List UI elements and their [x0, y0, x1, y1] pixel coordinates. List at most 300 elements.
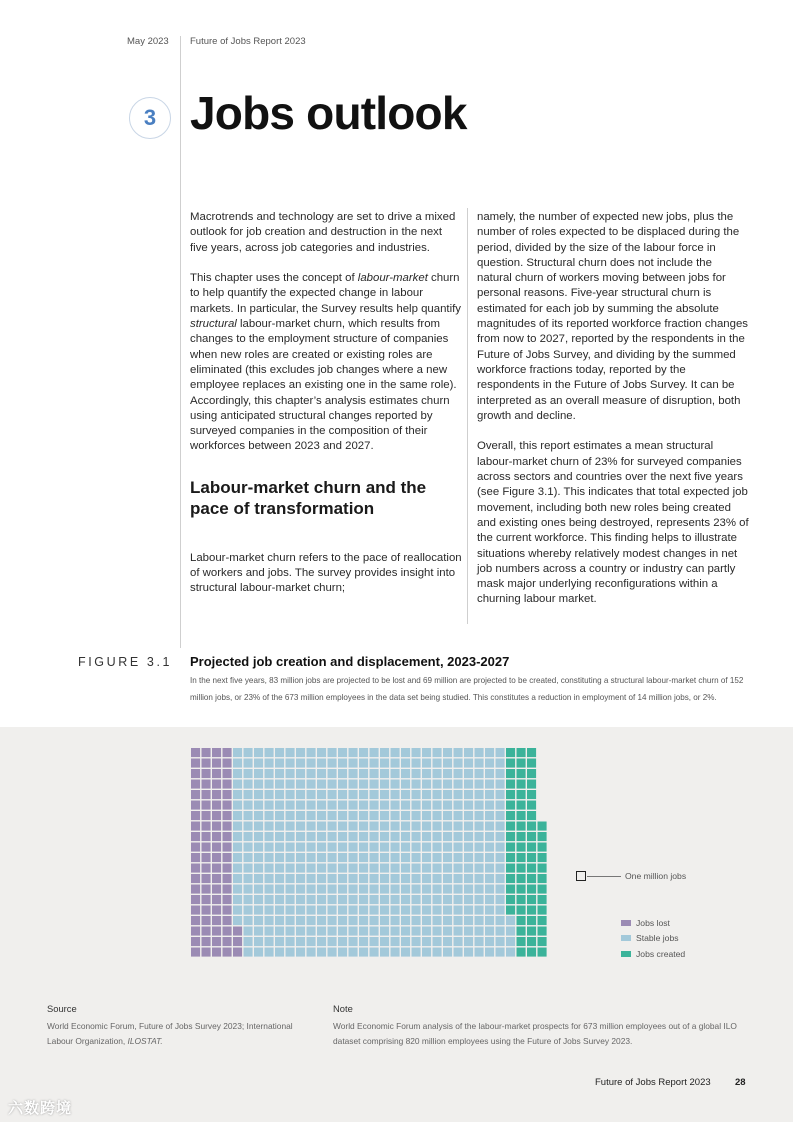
waffle-cell-stable-jobs [496, 790, 505, 799]
header-report-title: Future of Jobs Report 2023 [190, 36, 306, 47]
waffle-cell-stable-jobs [391, 832, 400, 841]
waffle-cell-stable-jobs [286, 906, 295, 915]
waffle-cell-jobs-created [506, 801, 515, 810]
waffle-cell-stable-jobs [244, 937, 253, 946]
waffle-cell-stable-jobs [328, 843, 337, 852]
waffle-cell-stable-jobs [475, 843, 484, 852]
waffle-cell-stable-jobs [496, 874, 505, 883]
waffle-cell-stable-jobs [338, 822, 347, 831]
waffle-cell-jobs-created [527, 937, 536, 946]
waffle-cell-stable-jobs [464, 864, 473, 873]
waffle-cell-stable-jobs [412, 748, 421, 757]
waffle-cell-stable-jobs [244, 832, 253, 841]
waffle-cell-stable-jobs [380, 895, 389, 904]
waffle-cell-jobs-created [527, 790, 536, 799]
waffle-cell-stable-jobs [380, 832, 389, 841]
waffle-cell-stable-jobs [443, 874, 452, 883]
waffle-cell-jobs-lost [191, 864, 200, 873]
waffle-cell-stable-jobs [307, 906, 316, 915]
waffle-cell-jobs-lost [212, 811, 221, 820]
waffle-cell-stable-jobs [454, 801, 463, 810]
waffle-cell-jobs-lost [223, 885, 232, 894]
paragraph: This chapter uses the concept of labour-market churn to help quantify the expected change in labour markets. In particular, the Survey results help quantify structural labour-market churn, which results from changes to the employment structure of companies when new roles are created or existing roles are eliminated (this excludes job changes where a new employee replaces an existing one in the same role). Accordingly, this chapter’s analysis estimates churn using anticipated structural changes reported by surveyed companies in the composition of their workforces between 2023 and 2027. [190, 272, 461, 453]
waffle-cell-stable-jobs [359, 927, 368, 936]
waffle-cell-stable-jobs [485, 885, 494, 894]
waffle-cell-stable-jobs [401, 927, 410, 936]
waffle-cell-stable-jobs [296, 853, 305, 862]
waffle-cell-stable-jobs [443, 790, 452, 799]
waffle-cell-stable-jobs [296, 801, 305, 810]
waffle-cell-stable-jobs [307, 759, 316, 768]
waffle-cell-jobs-created [538, 927, 547, 936]
waffle-cell-stable-jobs [412, 916, 421, 925]
waffle-cell-stable-jobs [485, 895, 494, 904]
waffle-cell-stable-jobs [422, 822, 431, 831]
legend-item [621, 946, 685, 962]
waffle-cell-stable-jobs [254, 822, 263, 831]
waffle-cell-stable-jobs [286, 769, 295, 778]
waffle-cell-stable-jobs [286, 864, 295, 873]
legend-swatch [621, 920, 631, 926]
waffle-cell-stable-jobs [338, 780, 347, 789]
waffle-cell-jobs-lost [223, 759, 232, 768]
waffle-cell-stable-jobs [401, 874, 410, 883]
waffle-cell-stable-jobs [265, 801, 274, 810]
waffle-cell-stable-jobs [433, 853, 442, 862]
waffle-cell-jobs-lost [223, 811, 232, 820]
waffle-cell-jobs-lost [212, 885, 221, 894]
waffle-cell-stable-jobs [254, 948, 263, 957]
waffle-cell-stable-jobs [475, 822, 484, 831]
waffle-cell-jobs-lost [212, 790, 221, 799]
waffle-cell-stable-jobs [443, 927, 452, 936]
waffle-cell-stable-jobs [485, 748, 494, 757]
waffle-cell-jobs-created [517, 769, 526, 778]
waffle-cell-stable-jobs [433, 885, 442, 894]
waffle-cell-jobs-created [538, 885, 547, 894]
waffle-cell-stable-jobs [422, 874, 431, 883]
waffle-cell-stable-jobs [338, 801, 347, 810]
waffle-cell-jobs-created [517, 895, 526, 904]
waffle-cell-stable-jobs [485, 790, 494, 799]
waffle-cell-jobs-created [538, 864, 547, 873]
waffle-cell-stable-jobs [275, 864, 284, 873]
waffle-cell-stable-jobs [443, 864, 452, 873]
waffle-cell-stable-jobs [359, 822, 368, 831]
note-text: World Economic Forum analysis of the labour-market prospects for 673 million employees out of a global ILO dataset comprising 820 million employees using the Future of Jobs Survey 2023. [333, 1021, 737, 1046]
waffle-cell-jobs-created [506, 832, 515, 841]
section-subheading: Labour-market churn and the pace of transformation [190, 477, 427, 518]
waffle-cell-stable-jobs [328, 759, 337, 768]
waffle-cell-stable-jobs [485, 769, 494, 778]
waffle-cell-stable-jobs [443, 822, 452, 831]
waffle-cell-stable-jobs [401, 916, 410, 925]
waffle-cell-stable-jobs [338, 906, 347, 915]
waffle-cell-stable-jobs [338, 948, 347, 957]
waffle-cell-stable-jobs [391, 811, 400, 820]
waffle-cell-stable-jobs [370, 843, 379, 852]
waffle-cell-stable-jobs [401, 937, 410, 946]
waffle-cell-stable-jobs [328, 937, 337, 946]
waffle-cell-stable-jobs [328, 769, 337, 778]
waffle-cell-stable-jobs [254, 864, 263, 873]
waffle-cell-stable-jobs [254, 937, 263, 946]
waffle-cell-stable-jobs [254, 811, 263, 820]
waffle-cell-stable-jobs [443, 759, 452, 768]
waffle-cell-stable-jobs [338, 927, 347, 936]
waffle-cell-stable-jobs [506, 927, 515, 936]
waffle-cell-stable-jobs [349, 864, 358, 873]
waffle-cell-stable-jobs [254, 832, 263, 841]
waffle-cell-jobs-lost [223, 832, 232, 841]
waffle-cell-stable-jobs [433, 780, 442, 789]
waffle-cell-stable-jobs [412, 948, 421, 957]
waffle-cell-stable-jobs [233, 885, 242, 894]
waffle-cell-stable-jobs [380, 885, 389, 894]
waffle-cell-stable-jobs [454, 895, 463, 904]
waffle-cell-stable-jobs [317, 759, 326, 768]
waffle-cell-jobs-lost [212, 769, 221, 778]
waffle-cell-stable-jobs [464, 853, 473, 862]
waffle-cell-stable-jobs [338, 790, 347, 799]
waffle-cell-stable-jobs [317, 937, 326, 946]
waffle-cell-jobs-lost [223, 864, 232, 873]
waffle-cell-stable-jobs [443, 780, 452, 789]
waffle-cell-jobs-lost [212, 748, 221, 757]
waffle-cell-stable-jobs [359, 916, 368, 925]
waffle-cell-stable-jobs [422, 895, 431, 904]
waffle-cell-stable-jobs [454, 790, 463, 799]
waffle-cell-stable-jobs [254, 906, 263, 915]
waffle-cell-stable-jobs [391, 822, 400, 831]
waffle-cell-stable-jobs [496, 769, 505, 778]
waffle-cell-stable-jobs [475, 895, 484, 904]
waffle-cell-stable-jobs [307, 822, 316, 831]
waffle-cell-stable-jobs [254, 843, 263, 852]
waffle-cell-stable-jobs [422, 759, 431, 768]
waffle-cell-stable-jobs [338, 748, 347, 757]
waffle-cell-stable-jobs [359, 790, 368, 799]
waffle-cell-stable-jobs [412, 811, 421, 820]
waffle-cell-jobs-lost [223, 769, 232, 778]
waffle-cell-stable-jobs [496, 948, 505, 957]
waffle-cell-stable-jobs [233, 801, 242, 810]
waffle-cell-stable-jobs [254, 885, 263, 894]
waffle-cell-stable-jobs [286, 801, 295, 810]
waffle-cell-stable-jobs [244, 885, 253, 894]
waffle-cell-stable-jobs [265, 885, 274, 894]
waffle-cell-jobs-lost [191, 748, 200, 757]
waffle-cell-jobs-lost [202, 895, 211, 904]
waffle-cell-stable-jobs [433, 843, 442, 852]
waffle-cell-stable-jobs [338, 895, 347, 904]
waffle-cell-stable-jobs [443, 801, 452, 810]
waffle-cell-stable-jobs [422, 885, 431, 894]
waffle-cell-stable-jobs [412, 927, 421, 936]
waffle-cell-jobs-created [506, 759, 515, 768]
waffle-cell-stable-jobs [254, 874, 263, 883]
waffle-cell-stable-jobs [380, 853, 389, 862]
waffle-cell-stable-jobs [254, 790, 263, 799]
waffle-cell-stable-jobs [370, 864, 379, 873]
waffle-cell-stable-jobs [233, 864, 242, 873]
waffle-cell-stable-jobs [443, 843, 452, 852]
waffle-cell-stable-jobs [359, 948, 368, 957]
waffle-cell-jobs-created [527, 864, 536, 873]
waffle-cell-jobs-lost [202, 832, 211, 841]
waffle-cell-jobs-created [506, 885, 515, 894]
waffle-cell-stable-jobs [370, 895, 379, 904]
waffle-cell-stable-jobs [401, 811, 410, 820]
waffle-cell-jobs-created [527, 832, 536, 841]
waffle-cell-stable-jobs [328, 874, 337, 883]
waffle-cell-stable-jobs [443, 916, 452, 925]
waffle-cell-stable-jobs [328, 780, 337, 789]
waffle-cell-stable-jobs [370, 927, 379, 936]
waffle-cell-stable-jobs [422, 843, 431, 852]
waffle-cell-jobs-lost [202, 769, 211, 778]
waffle-cell-stable-jobs [412, 801, 421, 810]
waffle-cell-stable-jobs [338, 885, 347, 894]
waffle-cell-stable-jobs [265, 937, 274, 946]
waffle-cell-stable-jobs [265, 906, 274, 915]
waffle-cell-stable-jobs [464, 811, 473, 820]
waffle-cell-stable-jobs [401, 885, 410, 894]
waffle-cell-jobs-lost [191, 822, 200, 831]
waffle-cell-stable-jobs [349, 916, 358, 925]
waffle-cell-stable-jobs [233, 843, 242, 852]
waffle-cell-stable-jobs [317, 916, 326, 925]
waffle-cell-stable-jobs [485, 906, 494, 915]
waffle-cell-stable-jobs [454, 864, 463, 873]
waffle-cell-stable-jobs [244, 780, 253, 789]
waffle-cell-stable-jobs [359, 801, 368, 810]
waffle-cell-jobs-lost [191, 906, 200, 915]
waffle-cell-stable-jobs [496, 864, 505, 873]
waffle-cell-stable-jobs [296, 843, 305, 852]
waffle-cell-jobs-lost [202, 874, 211, 883]
waffle-cell-stable-jobs [233, 832, 242, 841]
waffle-cell-stable-jobs [412, 769, 421, 778]
waffle-cell-stable-jobs [412, 874, 421, 883]
waffle-cell-jobs-created [506, 864, 515, 873]
waffle-cell-stable-jobs [401, 780, 410, 789]
waffle-cell-stable-jobs [370, 937, 379, 946]
waffle-cell-stable-jobs [265, 790, 274, 799]
waffle-cell-stable-jobs [307, 874, 316, 883]
waffle-cell-jobs-created [527, 916, 536, 925]
waffle-cell-jobs-created [517, 832, 526, 841]
waffle-cell-stable-jobs [349, 769, 358, 778]
waffle-cell-jobs-created [517, 748, 526, 757]
waffle-cell-stable-jobs [464, 769, 473, 778]
waffle-cell-stable-jobs [496, 748, 505, 757]
waffle-cell-stable-jobs [401, 853, 410, 862]
waffle-cell-stable-jobs [296, 927, 305, 936]
waffle-cell-stable-jobs [380, 864, 389, 873]
waffle-cell-stable-jobs [286, 895, 295, 904]
waffle-cell-stable-jobs [349, 885, 358, 894]
waffle-cell-jobs-created [517, 801, 526, 810]
waffle-cell-stable-jobs [244, 801, 253, 810]
waffle-cell-stable-jobs [328, 822, 337, 831]
waffle-cell-stable-jobs [433, 790, 442, 799]
waffle-cell-stable-jobs [422, 927, 431, 936]
legend-label: Jobs lost [636, 917, 670, 928]
waffle-cell-stable-jobs [286, 748, 295, 757]
waffle-cell-stable-jobs [412, 895, 421, 904]
waffle-cell-stable-jobs [401, 906, 410, 915]
waffle-cell-stable-jobs [391, 864, 400, 873]
legend-label: Jobs created [636, 948, 686, 959]
waffle-cell-stable-jobs [349, 843, 358, 852]
waffle-cell-stable-jobs [265, 864, 274, 873]
waffle-cell-jobs-created [506, 780, 515, 789]
waffle-cell-jobs-lost [191, 895, 200, 904]
waffle-cell-jobs-created [538, 895, 547, 904]
waffle-cell-stable-jobs [380, 843, 389, 852]
waffle-cell-stable-jobs [433, 759, 442, 768]
waffle-cell-stable-jobs [496, 822, 505, 831]
waffle-cell-stable-jobs [401, 790, 410, 799]
waffle-cell-stable-jobs [391, 937, 400, 946]
waffle-cell-stable-jobs [380, 874, 389, 883]
waffle-cell-stable-jobs [265, 759, 274, 768]
waffle-cell-jobs-created [517, 948, 526, 957]
waffle-cell-stable-jobs [349, 948, 358, 957]
waffle-cell-jobs-created [506, 906, 515, 915]
waffle-cell-stable-jobs [433, 916, 442, 925]
waffle-cell-stable-jobs [233, 906, 242, 915]
waffle-cell-stable-jobs [338, 759, 347, 768]
waffle-cell-stable-jobs [275, 759, 284, 768]
waffle-cell-jobs-lost [223, 895, 232, 904]
waffle-cell-stable-jobs [475, 874, 484, 883]
waffle-cell-stable-jobs [286, 759, 295, 768]
waffle-cell-stable-jobs [475, 811, 484, 820]
waffle-cell-stable-jobs [370, 759, 379, 768]
waffle-cell-stable-jobs [485, 759, 494, 768]
waffle-cell-stable-jobs [275, 790, 284, 799]
waffle-cell-stable-jobs [443, 885, 452, 894]
waffle-cell-stable-jobs [475, 864, 484, 873]
page-number: 28 [735, 1077, 746, 1088]
waffle-cell-stable-jobs [443, 811, 452, 820]
waffle-cell-stable-jobs [275, 780, 284, 789]
waffle-cell-stable-jobs [254, 927, 263, 936]
waffle-cell-stable-jobs [506, 937, 515, 946]
waffle-cell-jobs-lost [212, 895, 221, 904]
waffle-cell-stable-jobs [485, 948, 494, 957]
waffle-cell-jobs-created [517, 885, 526, 894]
waffle-cell-stable-jobs [349, 780, 358, 789]
waffle-cell-stable-jobs [349, 853, 358, 862]
waffle-cell-jobs-created [517, 916, 526, 925]
waffle-cell-jobs-lost [212, 906, 221, 915]
waffle-cell-stable-jobs [464, 895, 473, 904]
waffle-cell-stable-jobs [454, 769, 463, 778]
waffle-cell-jobs-lost [212, 948, 221, 957]
waffle-cell-jobs-lost [212, 780, 221, 789]
waffle-cell-stable-jobs [244, 864, 253, 873]
waffle-cell-jobs-created [527, 927, 536, 936]
waffle-cell-jobs-lost [202, 822, 211, 831]
waffle-cell-stable-jobs [254, 916, 263, 925]
waffle-cell-stable-jobs [317, 885, 326, 894]
waffle-cell-stable-jobs [485, 801, 494, 810]
waffle-cell-stable-jobs [275, 843, 284, 852]
waffle-cell-stable-jobs [254, 769, 263, 778]
waffle-cell-jobs-lost [223, 853, 232, 862]
waffle-cell-stable-jobs [275, 832, 284, 841]
header-date: May 2023 [127, 36, 169, 47]
waffle-cell-stable-jobs [454, 927, 463, 936]
waffle-cell-stable-jobs [359, 748, 368, 757]
waffle-cell-stable-jobs [286, 853, 295, 862]
waffle-cell-stable-jobs [317, 895, 326, 904]
waffle-cell-stable-jobs [317, 790, 326, 799]
waffle-cell-stable-jobs [338, 853, 347, 862]
waffle-cell-jobs-created [517, 843, 526, 852]
waffle-cell-stable-jobs [296, 790, 305, 799]
waffle-cell-jobs-created [538, 916, 547, 925]
waffle-cell-stable-jobs [233, 748, 242, 757]
waffle-cell-stable-jobs [475, 759, 484, 768]
waffle-cell-stable-jobs [370, 906, 379, 915]
waffle-cell-stable-jobs [296, 906, 305, 915]
waffle-cell-stable-jobs [307, 748, 316, 757]
waffle-cell-stable-jobs [412, 937, 421, 946]
waffle-cell-stable-jobs [401, 759, 410, 768]
waffle-cell-stable-jobs [485, 843, 494, 852]
waffle-cell-jobs-lost [202, 937, 211, 946]
waffle-cell-stable-jobs [496, 927, 505, 936]
waffle-cell-stable-jobs [275, 916, 284, 925]
waffle-cell-stable-jobs [485, 811, 494, 820]
waffle-cell-stable-jobs [244, 906, 253, 915]
waffle-cell-jobs-created [517, 874, 526, 883]
waffle-cell-stable-jobs [454, 948, 463, 957]
chart-legend [621, 915, 685, 962]
waffle-cell-jobs-lost [223, 948, 232, 957]
waffle-cell-stable-jobs [380, 780, 389, 789]
waffle-cell-stable-jobs [349, 790, 358, 799]
waffle-cell-jobs-created [538, 853, 547, 862]
waffle-cell-stable-jobs [412, 759, 421, 768]
waffle-cell-stable-jobs [265, 811, 274, 820]
waffle-cell-stable-jobs [506, 948, 515, 957]
waffle-cell-stable-jobs [454, 780, 463, 789]
waffle-cell-stable-jobs [412, 853, 421, 862]
waffle-cell-stable-jobs [265, 948, 274, 957]
watermark: 六数跨境 [8, 1100, 73, 1117]
waffle-cell-stable-jobs [275, 748, 284, 757]
waffle-cell-stable-jobs [475, 780, 484, 789]
waffle-cell-stable-jobs [401, 748, 410, 757]
waffle-cell-jobs-created [538, 832, 547, 841]
waffle-cell-stable-jobs [233, 780, 242, 789]
waffle-cell-stable-jobs [286, 885, 295, 894]
waffle-cell-stable-jobs [328, 864, 337, 873]
waffle-cell-stable-jobs [433, 811, 442, 820]
waffle-cell-stable-jobs [317, 874, 326, 883]
waffle-cell-jobs-created [517, 906, 526, 915]
waffle-cell-jobs-lost [202, 885, 211, 894]
waffle-cell-stable-jobs [275, 895, 284, 904]
waffle-cell-jobs-created [538, 843, 547, 852]
waffle-cell-stable-jobs [296, 832, 305, 841]
waffle-cell-stable-jobs [464, 759, 473, 768]
